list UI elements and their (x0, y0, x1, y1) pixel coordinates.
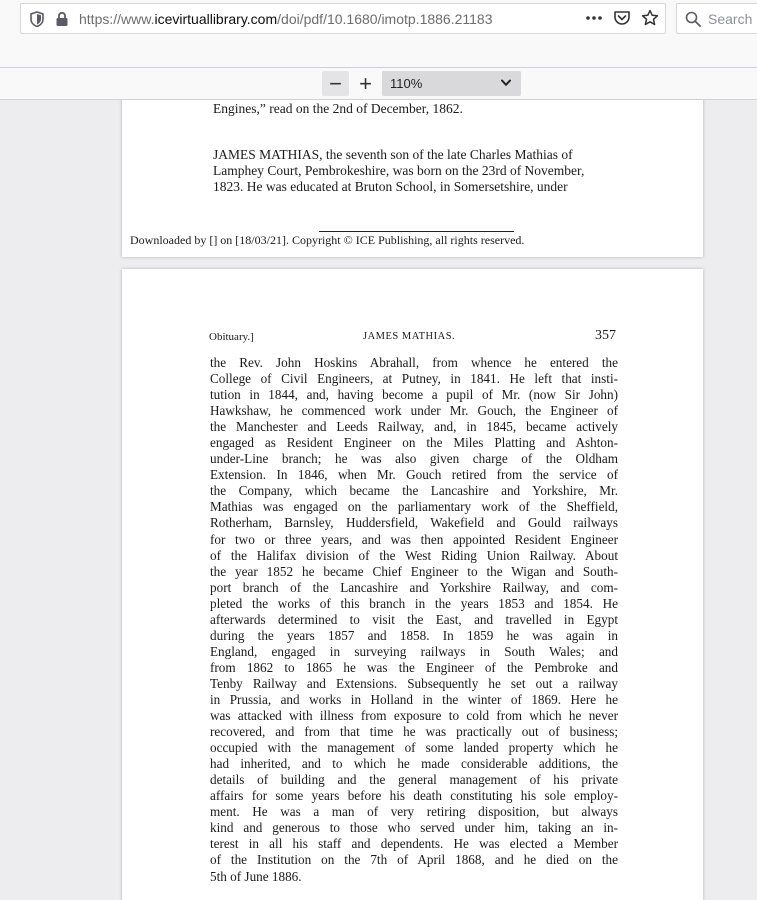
body-line: recovered, and from that time he was practically out of business; (210, 724, 618, 740)
body-line: College of Civil Engineers, at Putney, in 1841. He left that insti- (210, 371, 618, 387)
body-line: Extension. In 1846, when Mr. Gouch retired from the service of (210, 467, 618, 483)
body-line: the Rev. John Hoskins Abrahall, from whence he entered the (210, 355, 618, 370)
body-line: occupied with the management of some landed property which he (210, 740, 618, 756)
page1-line-3: 1823. He was educated at Bruton School, in Somersetshire, under (213, 179, 568, 194)
pdf-viewer[interactable] (0, 100, 757, 900)
body-line: from 1862 to 1865 he was the Engineer of the Pembroke and (210, 659, 618, 675)
browser-toolbar (0, 0, 757, 38)
body-line: the Manchester and Leeds Railway, and, in 1845, became actively (210, 419, 618, 435)
url-text[interactable] (79, 11, 493, 27)
url-bar[interactable] (20, 3, 666, 34)
body-line: of the Halifax division of the West Riding Union Railway. About (210, 547, 618, 563)
running-head-title: JAMES MATHIAS. (363, 331, 456, 342)
zoom-out-button[interactable]: − (322, 71, 349, 96)
page1-line-1: JAMES MATHIAS, the seventh son of the late Charles Mathias of (213, 147, 573, 162)
body-line: pleted the works of this branch in the years 1853 and 1854. He (210, 595, 618, 611)
lock-icon[interactable] (55, 11, 69, 27)
body-line: under-Line branch; he was also given charge of the Oldham (210, 451, 618, 467)
chevron-down-icon (501, 79, 511, 87)
more-icon[interactable] (585, 9, 603, 27)
page-number: 357 (595, 328, 616, 343)
body-line: was attacked with illness from exposure to cold from which he never (210, 708, 618, 724)
pocket-icon[interactable] (613, 9, 631, 27)
page1-line-0: Engines,” read on the 2nd of December, 1862. (213, 101, 463, 116)
url-actions (585, 9, 659, 27)
body-line: Mathias was engaged on the parliamentary work of the Sheffield, (210, 499, 618, 515)
search-box[interactable] (676, 3, 757, 34)
section-divider (319, 231, 514, 232)
body-text (210, 355, 618, 885)
body-line: afterwards determined to visit the East, and travelled in Egypt (210, 611, 618, 627)
body-line: of the Institution on the 7th of April 1868, and he died on the (210, 852, 618, 868)
body-line: 5th of June 1886. (210, 868, 302, 884)
pdf-toolbar (0, 67, 757, 100)
search-icon (685, 11, 701, 27)
body-line: had inherited, and to which he made considerable additions, the (210, 756, 618, 772)
bookmark-star-icon[interactable] (641, 9, 659, 27)
body-line: details of building and the general management of his private (210, 772, 618, 788)
url-prefix: https://www. (79, 11, 155, 27)
zoom-select[interactable] (382, 71, 521, 96)
running-head (209, 328, 616, 346)
download-footer: Downloaded by [] on [18/03/21]. Copyright © ICE Publishing, all rights reserved. (130, 233, 525, 247)
url-path: /doi/pdf/10.1680/imotp.1886.21183 (277, 11, 493, 27)
shield-icon[interactable] (30, 11, 44, 27)
body-line: engaged as Resident Engineer on the Miles Platting and Ashton- (210, 435, 618, 451)
body-line: port branch of the Lancashire and Yorkshire Railway, and com- (210, 579, 618, 595)
body-line: Tenby Railway and Extensions. Subsequently he set out a railway (210, 675, 618, 691)
zoom-in-button[interactable]: + (359, 70, 372, 96)
body-line: during the years 1857 and 1858. In 1859 he was again in (210, 627, 618, 643)
body-line: the Company, which became the Lancashire and Yorkshire, Mr. (210, 483, 618, 499)
page1-line-2: Lamphey Court, Pembrokeshire, was born on the 23rd of November, (213, 163, 585, 178)
body-line: terest in all his staff and dependents. He was elected a Member (210, 836, 618, 852)
body-line: the year 1852 he became Chief Engineer to the Wigan and South- (210, 563, 618, 579)
body-line: ment. He was a man of very retiring disposition, but always (210, 804, 618, 820)
pdf-page-2 (122, 269, 703, 900)
url-host: icevirtuallibrary.com (154, 11, 278, 27)
zoom-value: 110% (390, 76, 423, 91)
body-line: kind and generous to those who served under him, taking an in- (210, 820, 618, 836)
body-line: for two or three years, and was then appointed Resident Engineer (210, 531, 618, 547)
body-line: Rotherham, Barnsley, Huddersfield, Wakefield and Gould railways (210, 515, 618, 531)
search-placeholder: Search (708, 11, 753, 27)
body-line: in Prussia, and works in Holland in the winter of 1869. Here he (210, 691, 618, 707)
pdf-page-1 (122, 100, 703, 257)
running-head-section: Obituary.] (209, 331, 254, 343)
body-line: England, engaged in surveying railways in South Wales; and (210, 643, 618, 659)
body-line: Hawkshaw, he commenced work under Mr. Gouch, the Engineer of (210, 403, 618, 419)
body-line: affairs for some years before his death constituting his sole employ- (210, 788, 618, 804)
body-line: tution in 1844, and, having become a pupil of Mr. (now Sir John) (210, 387, 618, 403)
